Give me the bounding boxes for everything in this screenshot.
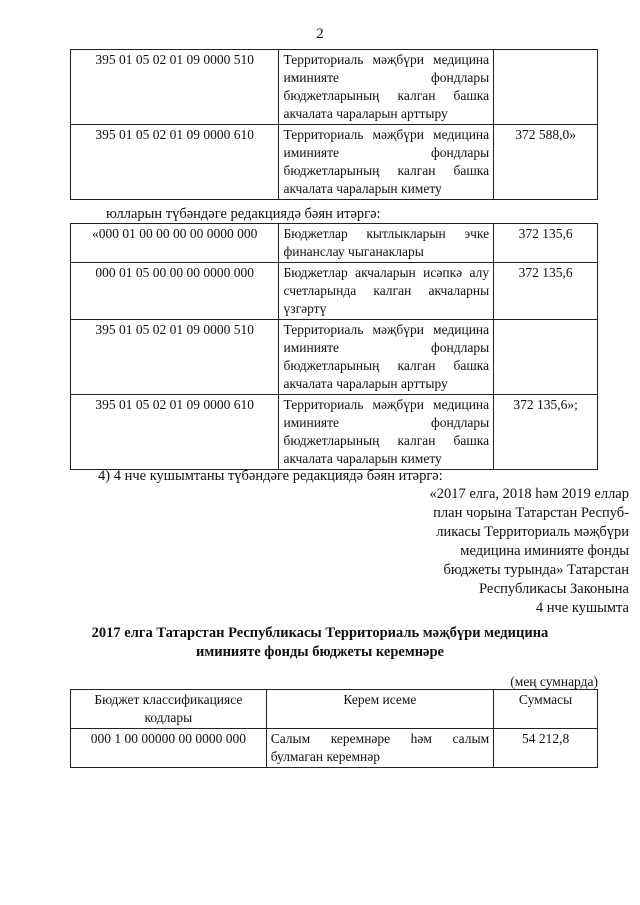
appendix-line: бюджеты турында» Татарстан <box>443 562 629 578</box>
name-cell: Бюджетлар кытлыкларын эчке финанслау чыганаклары <box>279 224 494 263</box>
code-cell: 395 01 05 02 01 09 0000 510 <box>71 320 279 395</box>
name-cell: Территориаль мәҗбүри медицина иминияте фондлары бюджетларының калган башка акчалата чараларын арттыру <box>279 320 494 395</box>
appendix-line: 4 нче кушымта <box>535 600 629 616</box>
section-heading-line2: иминияте фонды бюджеты керемнәре <box>195 644 444 660</box>
header-cell: Керем исеме <box>266 690 493 729</box>
name-cell: Салым керемнәре һәм салым булмаган керемнәр <box>266 729 493 768</box>
table-row <box>71 263 598 320</box>
code-cell: 395 01 05 02 01 09 0000 510 <box>71 50 279 125</box>
code-cell: 395 01 05 02 01 09 0000 610 <box>71 395 279 470</box>
table-row <box>71 395 598 470</box>
appendix-line: медицина иминияте фонды <box>460 543 629 559</box>
name-cell: Бюджетлар акчаларын исәпкә алу счетларында калган акчаларны үзгәртү <box>279 263 494 320</box>
code-cell: 000 01 05 00 00 00 0000 000 <box>71 263 279 320</box>
appendix-line: план чорына Татарстан Респуб- <box>433 505 629 521</box>
sum-cell: 372 588,0» <box>494 125 598 200</box>
code-cell: 395 01 05 02 01 09 0000 610 <box>71 125 279 200</box>
section-heading-line1: 2017 елга Татарстан Республикасы Территориаль мәҗбүри медицина <box>91 625 549 641</box>
budget-table-continued <box>70 49 598 200</box>
sum-cell <box>494 50 598 125</box>
header-cell: Суммасы <box>494 690 598 729</box>
appendix-line: Республикасы Законына <box>479 581 629 597</box>
name-cell: Территориаль мәҗбүри медицина иминияте фондлары бюджетларының калган башка акчалата чараларын арттыру <box>279 50 494 125</box>
code-cell: 000 1 00 00000 00 0000 000 <box>71 729 267 768</box>
page-number: 2 <box>316 26 324 42</box>
units-label: (мең сумнарда) <box>510 674 598 689</box>
budget-table-new <box>70 223 598 470</box>
table-row <box>71 125 598 200</box>
appendix-line: ликасы Территориаль мәҗбүри <box>436 524 629 540</box>
sum-cell: 54 212,8 <box>494 729 598 768</box>
table-header-row <box>71 690 598 729</box>
appendix-line: «2017 елга, 2018 һәм 2019 еллар <box>429 486 629 502</box>
sum-cell: 372 135,6»; <box>494 395 598 470</box>
sum-cell <box>494 320 598 395</box>
table-row <box>71 729 598 768</box>
code-cell: «000 01 00 00 00 00 0000 000 <box>71 224 279 263</box>
table-row <box>71 224 598 263</box>
table-row <box>71 320 598 395</box>
item4-text: 4) 4 нче кушымтаны түбәндәге редакциядә бәян итәргә: <box>98 468 443 484</box>
name-cell: Территориаль мәҗбүри медицина иминияте фондлары бюджетларының калган башка акчалата чараларын кимету <box>279 125 494 200</box>
appendix-reference <box>429 485 629 618</box>
name-cell: Территориаль мәҗбүри медицина иминияте фондлары бюджетларының калган башка акчалата чараларын кимету <box>279 395 494 470</box>
sum-cell: 372 135,6 <box>494 263 598 320</box>
sum-cell: 372 135,6 <box>494 224 598 263</box>
table-row <box>71 50 598 125</box>
intro-text: юлларын түбәндәге редакциядә бәян итәргә: <box>106 206 381 222</box>
revenue-table <box>70 689 598 768</box>
header-cell: Бюджет классификациясе кодлары <box>71 690 267 729</box>
